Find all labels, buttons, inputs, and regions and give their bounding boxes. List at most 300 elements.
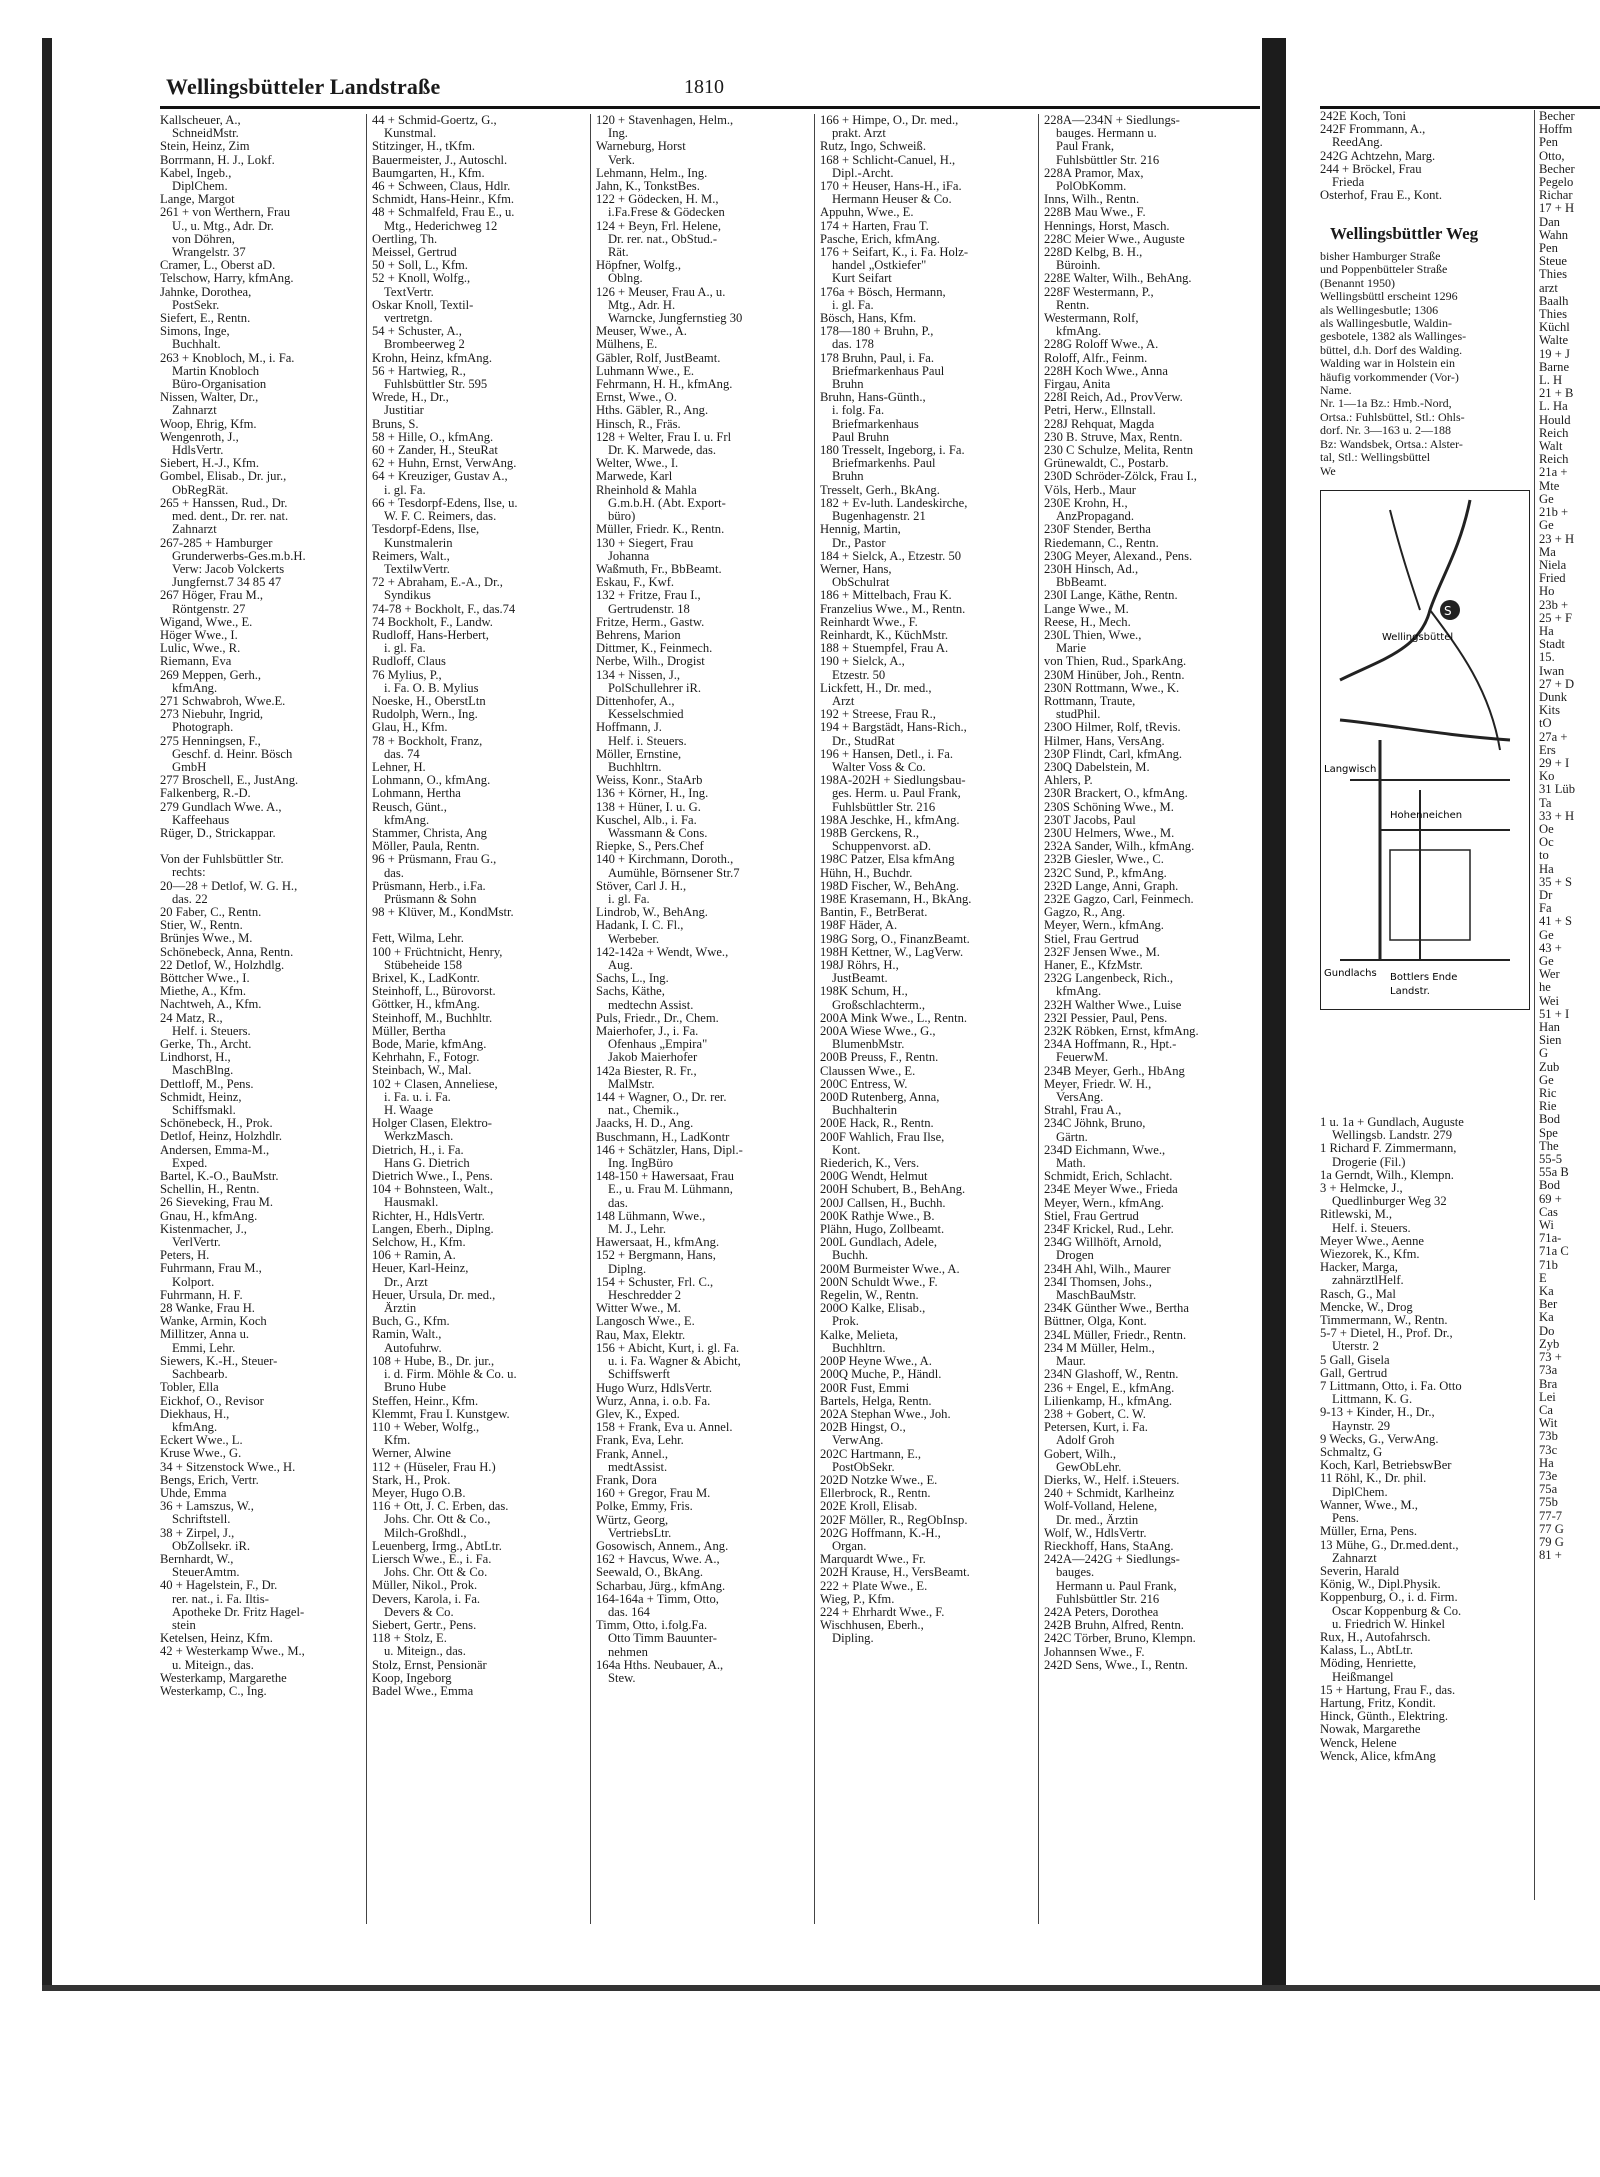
directory-entry: Bra [1539, 1377, 1558, 1391]
directory-entry: Ofenhaus „Empira" [608, 1038, 708, 1052]
directory-entry: Appuhn, Wwe., E. [820, 206, 914, 220]
directory-entry: Bod [1539, 1179, 1560, 1193]
directory-entry: Oc [1539, 836, 1554, 850]
directory-entry: 19 + J [1539, 347, 1570, 361]
directory-entry [160, 840, 362, 853]
directory-entry: Franzelius Wwe., M., Rentn. [820, 602, 966, 616]
directory-entry: 271 Schwabroh, Wwe.E. [160, 694, 286, 708]
directory-entry: 136 + Körner, H., Ing. [596, 787, 709, 801]
directory-entry: 202B Hingst, O., [820, 1421, 906, 1435]
directory-entry: 75a [1539, 1483, 1558, 1497]
directory-entry: U., u. Mtg., Adr. Dr. [172, 219, 274, 233]
directory-entry: 13 Mühe, G., Dr.med.dent., [1320, 1538, 1459, 1552]
directory-entry: 230P Flindt, Carl, kfmAng. [1044, 747, 1183, 761]
directory-entry: Werner, Hans, [820, 562, 892, 576]
directory-entry: Prüsmann & Sohn [384, 892, 477, 906]
directory-entry: Fritze, Herm., Gastw. [596, 615, 705, 629]
directory-entry: Ers [1539, 743, 1556, 757]
directory-entry: Seewald, O., BkAng. [596, 1566, 704, 1580]
directory-entry: 52 + Knoll, Wolfg., [372, 272, 471, 286]
directory-entry: Helf. i. Steuers. [1332, 1221, 1411, 1235]
directory-entry: Ka [1539, 1311, 1554, 1325]
directory-entry: 170 + Heuser, Hans-H., iFa. [820, 180, 962, 194]
directory-entry: Wolf-Volland, Helene, [1044, 1500, 1158, 1514]
directory-entry: 110 + Weber, Wolfg., [372, 1420, 480, 1434]
column-divider [590, 114, 591, 1924]
directory-entry: Schellin, H., Rentn. [160, 1183, 260, 1197]
directory-entry: 200P Heyne Wwe., A. [820, 1355, 932, 1369]
directory-entry: 130 + Siegert, Frau [596, 536, 694, 550]
directory-entry: Riepke, S., Pers.Chef [596, 840, 704, 854]
directory-entry: Reich [1539, 426, 1569, 440]
right-page [1320, 70, 1600, 1970]
directory-entry: 198H Kettner, W., LagVerw. [820, 945, 964, 959]
directory-entry: Wieg, P., Kfm. [820, 1592, 895, 1606]
directory-entry: Heuer, Karl-Heinz, [372, 1262, 469, 1276]
directory-entry: Bugenhagenstr. 21 [832, 510, 926, 524]
directory-entry: Ortsa.: Fuhlsbüttel, Stl.: Ohls- [1320, 410, 1465, 424]
directory-entry: 234L Müller, Friedr., Rentn. [1044, 1328, 1187, 1342]
directory-entry: 200O Kalke, Elisab., [820, 1302, 926, 1316]
directory-entry: 184 + Sielck, A., Etzestr. 50 [820, 549, 962, 563]
directory-entry: Stammer, Christa, Ang [372, 826, 487, 840]
directory-entry: Brombeerweg 2 [384, 338, 465, 352]
directory-entry: Warncke, Jungfernstieg 30 [608, 312, 743, 326]
directory-entry: Wei [1539, 994, 1559, 1008]
directory-entry: 31 Lüb [1539, 783, 1576, 797]
directory-entry: Bernhardt, W., [160, 1552, 234, 1566]
directory-entry: 228I Reich, Ad., ProvVerw. [1044, 391, 1183, 405]
directory-entry: Von der Fuhlsbüttler Str. [160, 853, 284, 867]
directory-entry: 242A Peters, Dorothea [1044, 1605, 1159, 1619]
directory-entry: to [1539, 849, 1549, 863]
directory-entry: 228G Roloff Wwe., A. [1044, 338, 1159, 352]
directory-entry: Diplng. [608, 1262, 647, 1276]
directory-entry: Devers, Karola, i. Fa. [372, 1592, 481, 1606]
directory-entry: Glau, H., Kfm. [372, 721, 448, 735]
directory-entry: 72 + Abraham, E.-A., Dr., [372, 576, 503, 590]
directory-entry: Nr. 1—1a Bz.: Hmb.-Nord, [1320, 397, 1452, 411]
directory-entry: u. Miteign., das. [172, 1658, 254, 1672]
directory-entry: Kits [1539, 704, 1560, 718]
directory-entry: Fuhrmann, Frau M., [160, 1262, 262, 1276]
directory-entry: W. F. C. Reimers, das. [384, 510, 497, 524]
directory-entry: Thies [1539, 268, 1567, 282]
directory-entry: 138 + Hüner, I. u. G. [596, 800, 701, 814]
directory-entry: 98 + Klüver, M., KondMstr. [372, 906, 514, 920]
svg-text:S: S [1444, 604, 1452, 618]
directory-entry: Dr. K. Marwede, das. [608, 444, 717, 458]
map-label-gundlachs: Gundlachs [1324, 968, 1377, 979]
directory-entry: Bod [1539, 1113, 1560, 1127]
directory-entry: Buchhalt. [172, 338, 221, 352]
directory-entry: 200E Hack, R., Rentn. [820, 1117, 934, 1131]
directory-entry: 122 + Gödecken, H. M., [596, 193, 719, 207]
directory-entry: gesbotele, 1382 als Wallinges- [1320, 330, 1467, 344]
directory-entry: BbBeamt. [1056, 576, 1107, 590]
directory-entry: 198B Gerckens, R., [820, 826, 919, 840]
directory-entry: 148-150 + Hawersaat, Frau [596, 1170, 734, 1184]
directory-entry: 164a Hths. Neubauer, A., [596, 1658, 724, 1672]
directory-entry: PostObSekr. [832, 1460, 895, 1474]
directory-entry: 23b + [1539, 598, 1569, 612]
directory-entry: Kistenmacher, J., [160, 1222, 247, 1236]
directory-entry: rechts: [172, 866, 206, 880]
directory-entry: 142a Biester, R. Fr., [596, 1064, 697, 1078]
directory-entry: als Wallingesbutle, Waldin- [1320, 317, 1452, 331]
directory-entry: Heschredder 2 [608, 1289, 682, 1303]
directory-entry: WerkzMasch. [384, 1130, 454, 1144]
directory-entry: Bruhn [832, 378, 864, 392]
directory-entry: u. Friedrich W. Hinkel [1332, 1617, 1445, 1631]
directory-entry: Ho [1539, 585, 1555, 599]
directory-entry: Fuhlsbüttler Str. 216 [832, 800, 936, 814]
directory-entry: Steffen, Heinr., Kfm. [372, 1394, 479, 1408]
directory-entry: 228F Westermann, P., [1044, 285, 1154, 299]
directory-entry: 200M Burmeister Wwe., A. [820, 1262, 960, 1276]
directory-entry: Lohmann, Hertha [372, 787, 461, 801]
directory-entry: Briefmarkenhaus [832, 417, 919, 431]
directory-entry: Fett, Wilma, Lehr. [372, 932, 464, 946]
directory-entry: PolSchullehrer iR. [608, 681, 702, 695]
directory-entry: 76 Mylius, P., [372, 668, 442, 682]
directory-entry: Timm, Otto, i.folg.Fa. [596, 1619, 708, 1633]
directory-entry: E [1539, 1271, 1547, 1285]
directory-entry: 102 + Clasen, Anneliese, [372, 1077, 498, 1091]
directory-entry: Autofuhrw. [384, 1341, 442, 1355]
directory-entry: 140 + Kirchmann, Doroth., [596, 853, 734, 867]
directory-entry: Wahn [1539, 228, 1569, 242]
directory-entry: We [1320, 464, 1336, 478]
directory-entry: Hawersaat, H., kfmAng. [596, 1236, 720, 1250]
directory-entry: Wengenroth, J., [160, 430, 239, 444]
directory-entry: 234E Meyer Wwe., Frieda [1044, 1183, 1178, 1197]
directory-entry: u. i. Fa. Wagner & Abicht, [608, 1355, 741, 1369]
directory-entry: Tesdorpf-Edens, Ilse, [372, 523, 480, 537]
directory-entry: i. Fa. u. i. Fa. [384, 1090, 451, 1104]
directory-entry: 77 G [1539, 1522, 1564, 1536]
directory-entry: 200G Wendt, Helmut [820, 1170, 928, 1184]
directory-entry: 1 Richard F. Zimmermann, [1320, 1142, 1457, 1156]
directory-entry: Lickfett, H., Dr. med., [820, 681, 932, 695]
directory-entry: 15. [1539, 651, 1555, 665]
directory-entry: Bz: Wandsbek, Ortsa.: Alster- [1320, 437, 1463, 451]
directory-entry: Meyer, Friedr. W. H., [1044, 1077, 1152, 1091]
directory-entry: 198F Häder, A. [820, 919, 898, 933]
directory-entry: 228H Koch Wwe., Anna [1044, 364, 1168, 378]
directory-entry: Sachs, Käthe, [596, 985, 665, 999]
directory-entry: Wischhusen, Eberh., [820, 1619, 924, 1633]
directory-entry: Dittenhofer, A., [596, 694, 675, 708]
directory-entry: 100 + Früchtnicht, Henry, [372, 945, 503, 959]
directory-entry: Haner, E., KfzMstr. [1044, 959, 1143, 972]
map-label-bottlers-ende: Bottlers Ende [1390, 972, 1458, 983]
directory-entry: 5 Gall, Gisela [1320, 1353, 1390, 1367]
directory-entry: 164-164a + Timm, Otto, [596, 1592, 719, 1606]
page-number: 1810 [684, 76, 724, 98]
directory-entry: 200H Schubert, B., BehAng. [820, 1183, 966, 1197]
directory-entry: Adolf Groh [1056, 1434, 1115, 1448]
directory-entry: 29 + I [1539, 756, 1570, 770]
directory-entry: 9 Wecks, G., VerwAng. [1320, 1432, 1439, 1446]
directory-entry: Wellingsbüttl erscheint 1296 [1320, 290, 1458, 304]
directory-entry: Gobert, Wilh., [1044, 1447, 1117, 1461]
directory-entry: Schuppenvorst. aD. [832, 840, 931, 854]
directory-entry: Kesselschmied [608, 708, 684, 722]
directory-entry: Mtg., Hederichweg 12 [384, 219, 498, 233]
directory-entry: 5-7 + Dietel, H., Prof. Dr., [1320, 1327, 1453, 1341]
directory-entry: Ha [1539, 624, 1554, 638]
directory-entry: Möller, Paula, Rentn. [372, 840, 480, 854]
directory-entry: 54 + Schuster, A., [372, 325, 462, 339]
directory-entry: VertriebsLtr. [608, 1526, 672, 1540]
directory-entry: Zyb [1539, 1337, 1560, 1351]
directory-entry: Kunstmalerin [384, 536, 453, 550]
directory-entry: 48 + Schmalfeld, Frau E., u. [372, 206, 515, 220]
directory-entry: 77-7 [1539, 1509, 1563, 1523]
directory-entry: Meyer, Wern., kfmAng. [1044, 919, 1164, 933]
directory-entry: 267-285 + Hamburger [160, 536, 273, 550]
directory-entry: 132 + Fritze, Frau I., [596, 589, 701, 603]
directory-entry: Uterstr. 2 [1332, 1340, 1379, 1354]
directory-entry: 158 + Frank, Eva u. Annel. [596, 1421, 733, 1435]
directory-entry: Frank, Eva, Lehr. [596, 1434, 684, 1448]
directory-entry: Bruhn [832, 470, 864, 484]
directory-entry: 20 Faber, C., Rentn. [160, 905, 262, 919]
directory-entry: Stier, W., Rentn. [160, 919, 243, 933]
left-page [150, 70, 1250, 1970]
directory-entry: prakt. Arzt [832, 127, 886, 141]
directory-entry: 234I Thomsen, Johs., [1044, 1275, 1152, 1289]
directory-entry: 200Q Muche, P., Händl. [820, 1368, 942, 1382]
directory-entry: Mte [1539, 479, 1560, 493]
directory-entry: Tobler, Ella [160, 1381, 219, 1395]
directory-entry: Wolf, W., HdlsVertr. [1044, 1526, 1147, 1540]
directory-entry: 200F Wahlich, Frau Ilse, [820, 1130, 945, 1144]
directory-entry: Gosowisch, Annem., Ang. [596, 1539, 729, 1553]
directory-entry: Diekhaus, H., [160, 1407, 230, 1421]
directory-entry: Simons, Inge, [160, 325, 230, 339]
directory-entry: Strahl, Frau A., [1044, 1104, 1122, 1118]
directory-entry: Brixel, K., LadKontr. [372, 972, 480, 985]
directory-entry: Syndikus [384, 589, 431, 603]
directory-entry: The [1539, 1139, 1559, 1153]
directory-entry: 74-78 + Bockholt, F., das.74 [372, 602, 516, 616]
directory-entry: Kabel, Ingeb., [160, 166, 232, 180]
directory-entry: 21a + [1539, 466, 1568, 480]
directory-entry: Lindrob, W., BehAng. [596, 906, 708, 920]
directory-entry: das. 164 [608, 1605, 650, 1619]
directory-entry: Arzt [832, 694, 855, 708]
directory-entry: Zahnarzt [1332, 1551, 1377, 1565]
directory-entry: 17 + H [1539, 202, 1575, 216]
directory-entry: Polke, Emmy, Fris. [596, 1500, 693, 1514]
directory-entry: 242F Frommann, A., [1320, 123, 1426, 137]
directory-entry: med. dent., Dr. rer. nat. [172, 510, 289, 524]
directory-entry: Ka [1539, 1285, 1554, 1299]
directory-entry: Severin, Harald [1320, 1564, 1400, 1578]
directory-entry: Hermann u. Paul Frank, [1056, 1579, 1177, 1593]
directory-entry: Dunk [1539, 690, 1567, 704]
directory-entry: 142-142a + Wendt, Wwe., [596, 945, 729, 959]
directory-entry: Müller, Erna, Pens. [1320, 1525, 1418, 1539]
directory-entry: Ellerbrock, R., Rentn. [820, 1487, 931, 1501]
directory-entry: 273 Niebuhr, Ingrid, [160, 708, 264, 722]
directory-entry: 186 + Mittelbach, Frau K. [820, 589, 952, 603]
directory-entry: 66 + Tesdorpf-Edens, Ilse, u. [372, 496, 518, 510]
directory-entry: Maierhofer, J., i. Fa. [596, 1025, 699, 1039]
directory-entry: 200B Preuss, F., Rentn. [820, 1051, 939, 1065]
directory-entry: Walter Voss & Co. [832, 760, 926, 774]
directory-entry: bauges. [1056, 1566, 1095, 1580]
directory-entry: Barne [1539, 360, 1570, 374]
directory-entry: Emmi, Lehr. [172, 1341, 236, 1355]
directory-entry: 35 + S [1539, 875, 1572, 889]
directory-entry: 34 + Sitzenstock Wwe., H. [160, 1460, 296, 1474]
directory-entry: Cas [1539, 1205, 1558, 1219]
directory-entry: 236 + Engel, E., kfmAng. [1044, 1381, 1175, 1395]
directory-entry: Krohn, Heinz, kfmAng. [372, 351, 492, 365]
directory-entry: das. 22 [172, 892, 208, 906]
directory-entry: das. 178 [832, 338, 874, 352]
directory-entry: Hausmakl. [384, 1196, 439, 1210]
directory-entry: 64 + Kreuziger, Gustav A., [372, 470, 508, 484]
directory-entry: Gertrudenstr. 18 [608, 602, 690, 616]
directory-entry: Frieda [1332, 176, 1365, 190]
directory-entry: 28 Wanke, Frau H. [160, 1302, 255, 1316]
directory-entry: Hühn, H., Buchdr. [820, 866, 913, 880]
directory-entry: Hoffmann, J. [596, 721, 662, 735]
directory-entry: Fried [1539, 572, 1566, 586]
directory-entry: FeuerwM. [1056, 1051, 1109, 1065]
directory-entry: i.Fa.Frese & Gödecken [608, 206, 725, 220]
directory-entry: Schönebeck, Anna, Rentn. [160, 945, 294, 959]
directory-entry: Stark, H., Prok. [372, 1473, 451, 1487]
directory-entry: L. Ha [1539, 400, 1568, 414]
directory-entry: Scharbau, Jürg., kfmAng. [596, 1579, 726, 1593]
directory-entry: Ge [1539, 519, 1554, 533]
directory-entry: 176 + Seifart, K., i. Fa. Holz- [820, 246, 969, 260]
directory-entry: 200A Mink Wwe., L., Rentn. [820, 1011, 968, 1025]
directory-entry: 55-5 [1539, 1153, 1563, 1167]
directory-entry: 269 Meppen, Gerh., [160, 668, 262, 682]
directory-entry: 234H Ahl, Wilh., Maurer [1044, 1262, 1171, 1276]
directory-entry: von Thien, Rud., SparkAng. [1044, 655, 1187, 669]
directory-entry: Haynstr. 29 [1332, 1419, 1391, 1433]
directory-entry: 230N Rottmann, Wwe., K. [1044, 681, 1180, 695]
directory-entry: 232F Jensen Wwe., M. [1044, 945, 1160, 959]
directory-entry: Rieckhoff, Hans, StaAng. [1044, 1539, 1174, 1553]
directory-entry: 182 + Ev-luth. Landeskirche, [820, 496, 968, 510]
directory-entry: Wrede, H., Dr., [372, 391, 449, 405]
directory-entry: Bengs, Erich, Vertr. [160, 1473, 259, 1487]
directory-entry: Hould [1539, 413, 1571, 427]
directory-entry: 234C Jöhnk, Bruno, [1044, 1117, 1146, 1131]
directory-entry: 228J Rehquat, Magda [1044, 417, 1155, 431]
directory-entry: Paul Bruhn [832, 430, 890, 444]
directory-entry: ObZollsekr. iR. [172, 1539, 251, 1553]
directory-entry: Detlof, Heinz, Holzhdlr. [160, 1130, 283, 1144]
column-divider [366, 114, 367, 1924]
directory-entry: Steue [1539, 255, 1567, 269]
directory-entry: 230F Stender, Bertha [1044, 523, 1151, 537]
directory-entry: Westerkamp, Margarethe [160, 1671, 287, 1685]
directory-entry: Dr [1539, 888, 1553, 902]
directory-entry: E., u. Frau M. Lühmann, [608, 1183, 733, 1197]
directory-entry: Johanna [608, 549, 650, 563]
directory-entry: Hennings, Horst, Masch. [1044, 219, 1170, 233]
directory-entry: Pegelo [1539, 176, 1574, 190]
right-bottom-entries [1320, 1116, 1528, 1906]
directory-entry: Verk. [608, 153, 635, 167]
directory-entry: Langosch Wwe., E. [596, 1315, 695, 1329]
directory-entry: Bartels, Helga, Rentn. [820, 1394, 932, 1408]
directory-entry: Eckert Wwe., L. [160, 1434, 243, 1448]
directory-entry: i. d. Firm. Möhle & Co. u. [384, 1368, 517, 1382]
directory-entry: Rasch, G., Mal [1320, 1287, 1396, 1301]
directory-entry: 230M Hinüber, Joh., Rentn. [1044, 668, 1185, 682]
directory-entry: Großschlachterm., [832, 998, 926, 1012]
directory-entry: bisher Hamburger Straße [1320, 250, 1441, 263]
directory-entry: 234K Günther Wwe., Bertha [1044, 1302, 1189, 1316]
directory-entry: 230 C Schulze, Melita, Rentn [1044, 444, 1194, 458]
map-drawing [1320, 490, 1530, 1010]
directory-entry: Lilienkamp, H., kfmAng. [1044, 1394, 1173, 1408]
directory-entry: Ing. [608, 127, 628, 141]
directory-entry: 27a + [1539, 730, 1568, 744]
directory-entry: Ha [1539, 862, 1554, 876]
directory-entry: Witter Wwe., M. [596, 1302, 681, 1316]
directory-entry: Miethe, A., Kfm. [160, 985, 247, 999]
directory-entry: Ahlers, P. [1044, 774, 1093, 788]
directory-entry: das. [384, 866, 404, 880]
directory-entry: Zahnarzt [172, 523, 217, 537]
directory-entry: 238 + Gobert, C. W. [1044, 1407, 1146, 1421]
directory-entry: Riederich, K., Vers. [820, 1157, 920, 1171]
directory-entry: 261 + von Werthern, Frau [160, 206, 291, 220]
directory-entry: Oscar Koppenburg & Co. [1332, 1604, 1462, 1618]
directory-entry: Bantin, F., BetrBerat. [820, 906, 928, 920]
directory-entry: das. [608, 1196, 628, 1210]
directory-entry: 71a C [1539, 1245, 1569, 1259]
directory-entry: 224 + Ehrhardt Wwe., F. [820, 1605, 945, 1619]
directory-entry: 148 Lühmann, Wwe., [596, 1209, 706, 1223]
directory-entry: Ca [1539, 1403, 1553, 1417]
directory-entry: 202A Stephan Wwe., Joh. [820, 1407, 951, 1421]
directory-entry: Möding, Henriette, [1320, 1657, 1417, 1671]
directory-entry: Wi [1539, 1219, 1554, 1233]
directory-entry: Dipling. [832, 1632, 874, 1646]
directory-entry: 166 + Himpe, O., Dr. med., [820, 114, 959, 127]
directory-entry: 242E Koch, Toni [1320, 110, 1406, 123]
scan-bottom-edge [42, 1985, 1600, 1991]
directory-entry: Dan [1539, 215, 1560, 229]
directory-entry: 41 + S [1539, 915, 1572, 929]
directory-entry: Marie [1056, 642, 1087, 656]
directory-entry: Rudloff, Claus [372, 655, 446, 669]
directory-entry: 56 + Hartwieg, R., [372, 364, 466, 378]
directory-entry: Borrmann, H. J., Lokf. [160, 153, 275, 167]
directory-entry: MalMstr. [608, 1077, 655, 1091]
directory-entry: 200D Rutenberg, Anna, [820, 1091, 940, 1105]
directory-entry: 106 + Ramin, A. [372, 1249, 456, 1263]
directory-entry: Grunderwerbs-Ges.m.b.H. [172, 549, 306, 563]
directory-entry: Fuhlsbüttler Str. 216 [1056, 153, 1160, 167]
directory-entry: 178 Bruhn, Paul, i. Fa. [820, 351, 935, 365]
directory-entry: Fehrmann, H. H., kfmAng. [596, 378, 733, 392]
map-label-hohenneichen: Hohenneichen [1390, 810, 1463, 821]
directory-entry: Puls, Friedr., Dr., Chem. [596, 1011, 719, 1025]
